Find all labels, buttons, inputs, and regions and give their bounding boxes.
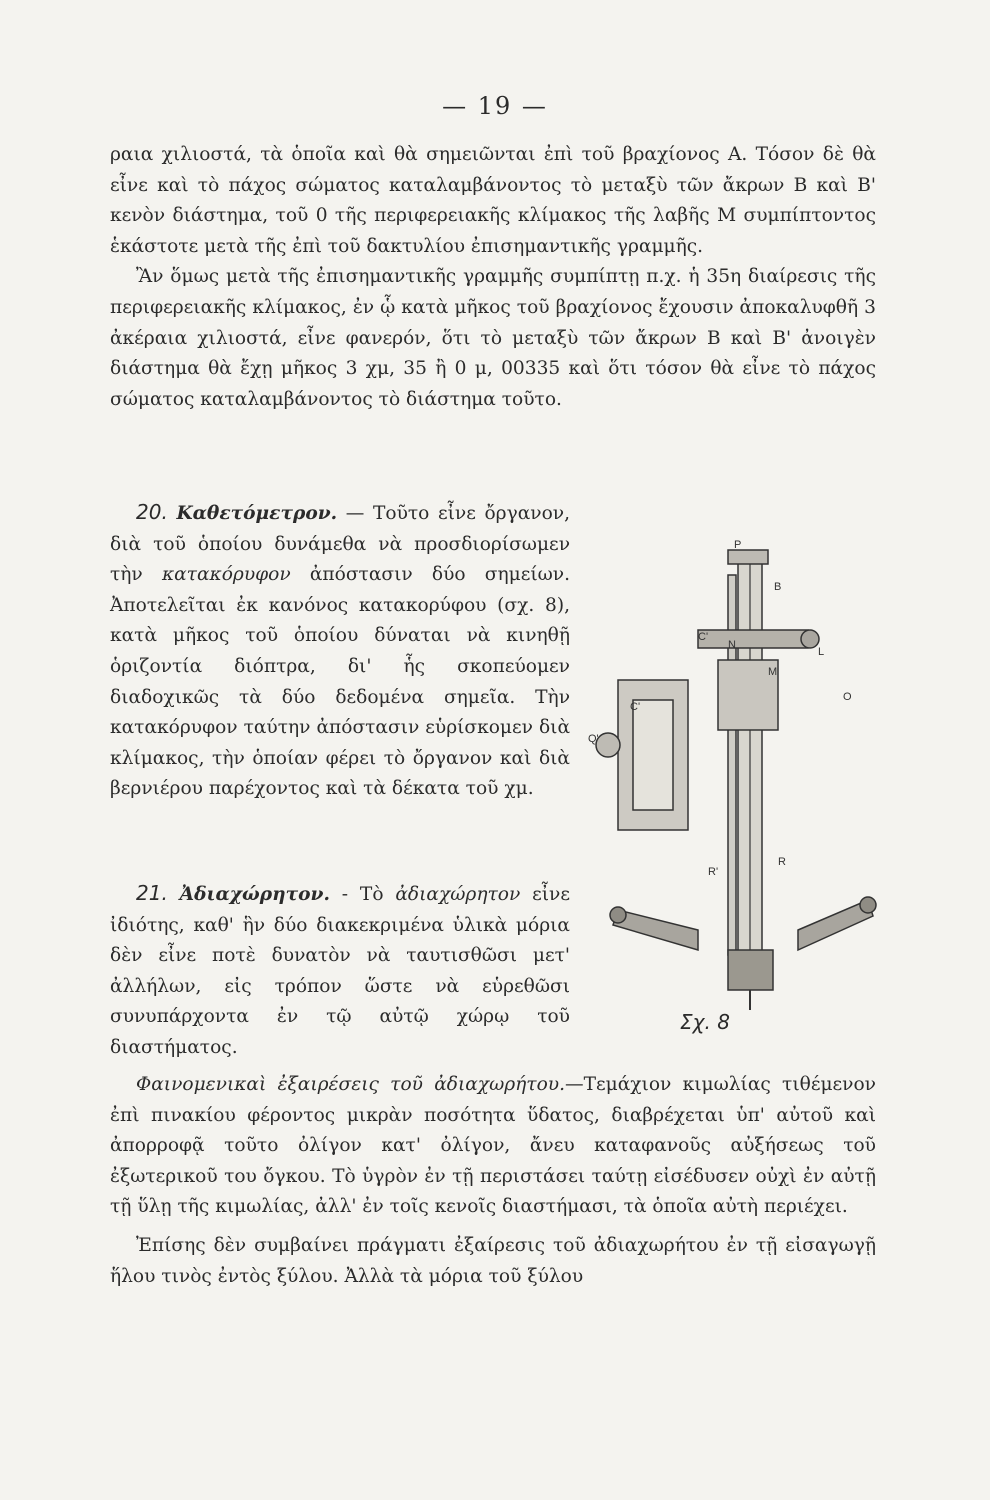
paragraph-block-1: [110, 140, 876, 415]
section-text: ἀπόστασιν δύο σημείων. Ἀποτελεῖται ἐκ κανόνος κατακορύφου (σχ. 8), κατὰ μῆκος τοῦ ὁποίου δύναται νὰ κινηθῇ ὁριζοντία διόπτρα, δι' ἧς σκοπεύομεν διαδοχικῶς τὰ δύο δεδομένα σημεῖα. Τὴν κατακόρυφον ταύτην ἀπόστασιν εὑρίσκομεν διὰ κλίμακος, τὴν ὁποίαν φέρει τὸ ὄργανον καὶ διὰ βερνιέρου παρέχοντος καὶ τὰ δέκατα τοῦ χμ.: [110, 564, 570, 800]
paragraph: Ἂν ὅμως μετὰ τῆς ἐπισημαντικῆς γραμμῆς συμπίπτῃ π.χ. ἡ 35η διαίρεσις τῆς περιφερειακῆς κλίμακος, ἐν ᾧ κατὰ μῆκος τοῦ βραχίονος ἔχουσιν ἀποκαλυφθῆ 3 ἀκέραια χιλιοστά, εἶνε φανερόν, ὅτι τὸ μεταξὺ τῶν ἄκρων Β καὶ Β' ἀνοιγὲν διάστημα θὰ ἔχῃ μῆκος 3 χμ, 35 ἢ 0 μ, 00335 καὶ ὅτι τόσον θὰ εἶνε τὸ πάχος σώματος καταλαμβάνοντος τὸ διάστημα τοῦτο.: [110, 266, 876, 410]
figure-label: L: [818, 646, 825, 658]
section-title: Ἀδιαχώρητον.: [179, 884, 330, 905]
section-text: εἶνε ἰδιότης, καθ' ἣν δύο διακεκριμένα ὑλικὰ μόρια δὲν εἶνε ποτὲ δυνατὸν νὰ ταυτισθῶσι μετ' ἀλλήλων, εἰς τρόπον ὥστε νὰ εὑρεθῶσι συνυπάρχοντα ἐν τῷ αὐτῷ χώρῳ τοῦ διαστήματος.: [110, 884, 570, 1058]
section-20: [110, 497, 570, 805]
figure-label: Q': [588, 733, 599, 745]
figure-label: N: [728, 639, 736, 651]
figure-label: R': [708, 866, 719, 878]
paragraph: Ἐπίσης δὲν συμβαίνει πράγματι ἐξαίρεσις τοῦ ἀδιαχωρήτου ἐν τῇ εἰσαγωγῇ ἥλου τινὸς ἐντὸς ξύλου. Ἀλλὰ τὰ μόρια τοῦ ξύλου: [110, 1234, 876, 1287]
section-text: - Τὸ: [329, 884, 396, 905]
section-number: 21.: [136, 881, 168, 905]
italic-heading: Φαινομενικαὶ ἐξαιρέσεις τοῦ ἀδιαχωρήτου.: [136, 1074, 565, 1095]
italic-term: ἀδιαχώρητον: [395, 884, 521, 905]
italic-term: κατακόρυφον: [161, 564, 291, 586]
paragraph: [110, 1070, 876, 1223]
figure-caption: Σχ. 8: [680, 1010, 730, 1034]
section-title: Καθετόμετρον.: [176, 503, 338, 524]
figure-label: O: [843, 691, 852, 703]
paragraph: ραια χιλιοστά, τὰ ὁποῖα καὶ θὰ σημειῶνται ἐπὶ τοῦ βραχίονος Α. Τόσον δὲ θὰ εἶνε καὶ τὸ πάχος σώματος καταλαμβάνοντος τὸ μεταξὺ τῶν ἄκρων Β καὶ Β' κενὸν διάστημα, τοῦ 0 τῆς περιφερειακῆς κλίμακος τῆς λαβῆς Μ συμπίπτοντος ἑκάστοτε μετὰ τῆς ἐπὶ τοῦ δακτυλίου ἐπισημαντικῆς γραμμῆς.: [110, 144, 876, 257]
figure-label: C': [630, 701, 641, 713]
section-21-paragraph: [110, 878, 570, 1064]
cathetometer-illustration: [578, 530, 878, 1030]
section-21: [110, 878, 570, 1064]
figure-label: C': [698, 631, 709, 643]
paragraph-block-2: [110, 1070, 876, 1292]
page-number: — 19 —: [442, 92, 548, 120]
section-number: 20.: [136, 500, 168, 524]
figure-label: M: [768, 666, 778, 678]
cathetometer-figure: [578, 530, 878, 1030]
section-text: — Τοῦτο εἶνε ὄργανον, διὰ τοῦ ὁποίου δυνάμεθα νὰ προσδιορίσωμεν τὴν: [110, 503, 570, 586]
section-20-paragraph: [110, 497, 570, 805]
figure-label: R: [778, 856, 786, 868]
paragraph-text: —Τεμάχιον κιμωλίας τιθέμενον ἐπὶ πινακίου φέροντος μικρὰν ποσότητα ὕδατος, διαβρέχεται ὑπ' αὐτοῦ καὶ ἀπορροφᾷ τοῦτο ὀλίγον κατ' ὀλίγον, ἄνευ καταφανοῦς αὐξήσεως τοῦ ἐξωτερικοῦ του ὄγκου. Τὸ ὑγρὸν ἐν τῇ περιστάσει ταύτῃ εἰσέδυσεν οὐχὶ ἐν αὐτῇ τῇ ὕλῃ τῆς κιμωλίας, ἀλλ' ἐν τοῖς κενοῖς διαστήμασι, τὰ ὁποῖα αὐτὴ περιέχει.: [110, 1074, 876, 1218]
figure-label: P: [734, 539, 742, 551]
figure-label: B: [774, 581, 782, 593]
